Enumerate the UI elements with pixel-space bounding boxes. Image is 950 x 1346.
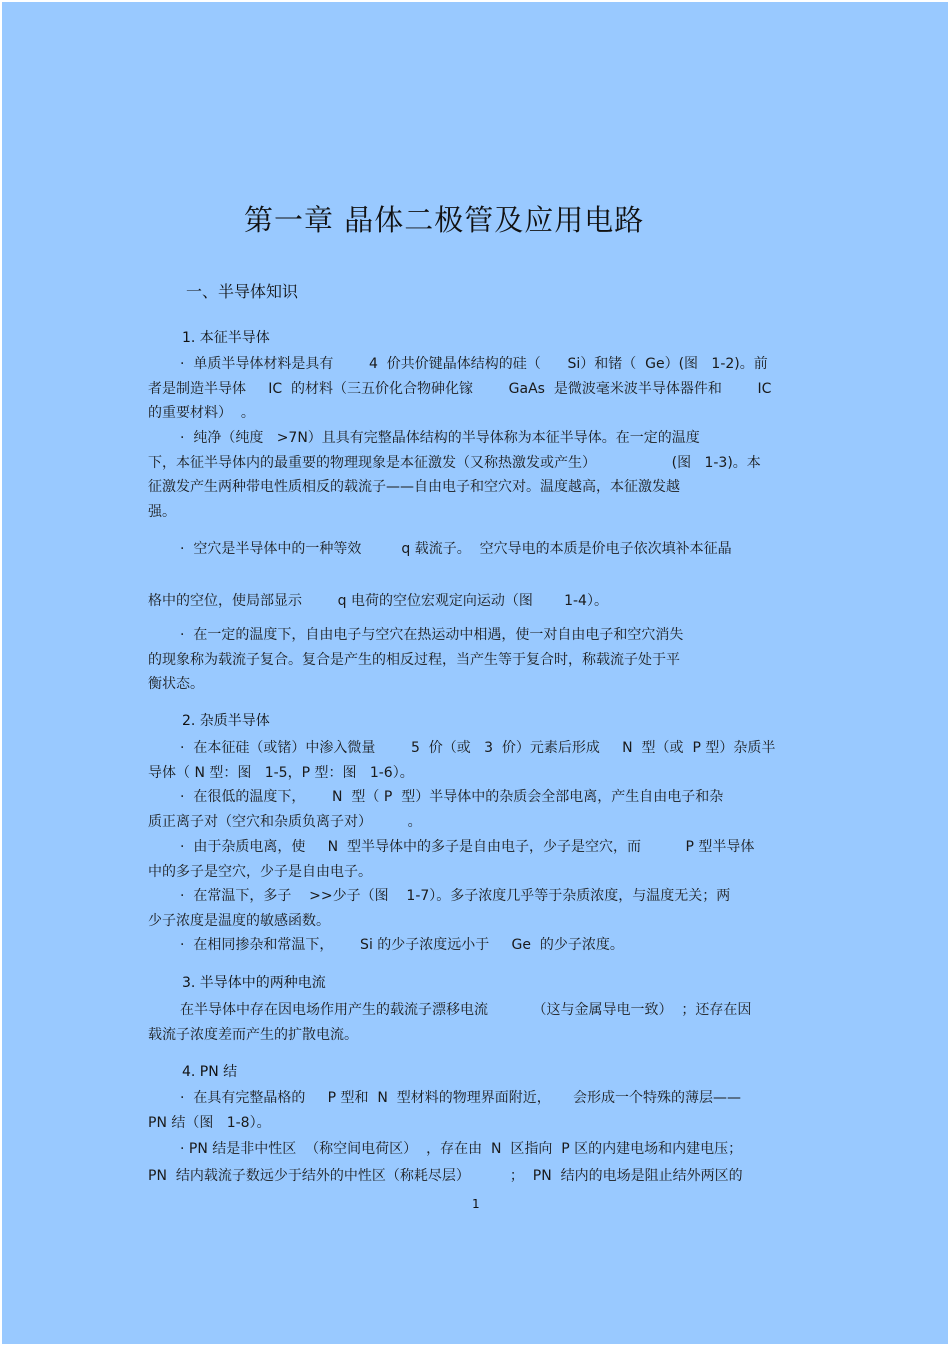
paragraph-line: 的现象称为载流子复合。复合是产生的相反过程，当产生等于复合时，称载流子处于平 (148, 651, 680, 668)
paragraph-line: · 在本征硅（或锗）中渗入微量 5 价（或 3 价）元素后形成 N 型（或 P 型）杂质半 (180, 740, 776, 756)
paragraph-1 (148, 352, 790, 426)
paragraph-9 (148, 933, 790, 958)
paragraph-line: · 在常温下，多子 >>少子（图 1-7）。多子浓度几乎等于杂质浓度，与温度无关；两 (180, 888, 731, 904)
paragraph-line: 者是制造半导体 IC 的材料（三五价化合物砷化镓 GaAs 是微波毫米波半导体器件和 IC (148, 380, 772, 397)
paragraph-line: · PN 结是非中性区 （称空间电荷区） ，存在由 N 区指向 P 区的内建电场和内建电压； (180, 1141, 743, 1157)
paragraph-6 (148, 785, 790, 834)
chapter-title: 第一章 晶体二极管及应用电路 (244, 203, 645, 237)
paragraph-line: 格中的空位，使局部显示 q 电荷的空位宏观定向运动（图 1-4）。 (148, 593, 608, 609)
paragraph-11 (148, 1086, 790, 1135)
paragraph-10 (148, 998, 790, 1047)
paragraph-line: 在半导体中存在因电场作用产生的载流子漂移电流 （这与金属导电一致） ；还存在因 (180, 1002, 752, 1018)
subsection-currents: 3. 半导体中的两种电流 (182, 975, 326, 991)
document-page (2, 2, 948, 1344)
paragraph-line: 征激发产生两种带电性质相反的载流子——自由电子和空穴对。温度越高，本征激发越 (148, 479, 680, 495)
paragraph-12 (148, 1136, 790, 1190)
paragraph-line: · 空穴是半导体中的一种等效 q 载流子。 空穴导电的本质是价电子依次填补本征晶 (180, 541, 732, 557)
paragraph-line: PN 结内载流子数远少于结外的中性区（称耗尽层） ； PN 结内的电场是阻止结外两区的 (148, 1168, 743, 1184)
page-number: 1 (472, 1197, 480, 1211)
paragraph-line: · 在具有完整晶格的 P 型和 N 型材料的物理界面附近， 会形成一个特殊的薄层—— (180, 1090, 742, 1106)
paragraph-line: PN 结（图 1-8）。 (148, 1114, 271, 1131)
paragraph-line: 的重要材料） 。 (148, 405, 255, 421)
paragraph-5 (148, 736, 790, 785)
paragraph-line: 衡状态。 (148, 676, 204, 692)
paragraph-2 (148, 426, 790, 524)
paragraph-line: 中的多子是空穴，少子是自由电子。 (148, 863, 372, 880)
paragraph-line: 载流子浓度差而产生的扩散电流。 (148, 1026, 358, 1043)
paragraph-line: · 在相同掺杂和常温下， Si 的少子浓度远小于 Ge 的少子浓度。 (180, 937, 624, 953)
paragraph-3b (148, 589, 790, 614)
subsection-pn-junction: 4. PN 结 (182, 1064, 238, 1080)
paragraph-line: 少子浓度是温度的敏感函数。 (148, 912, 330, 929)
paragraph-3a (148, 537, 790, 562)
paragraph-line: · 由于杂质电离，使 N 型半导体中的多子是自由电子，少子是空穴，而 P 型半导体 (180, 839, 755, 855)
paragraph-line: 质正离子对（空穴和杂质负离子对） 。 (148, 813, 422, 830)
paragraph-line: · 在一定的温度下，自由电子与空穴在热运动中相遇，使一对自由电子和空穴消失 (180, 627, 684, 643)
paragraph-line: 下，本征半导体内的最重要的物理现象是本征激发（又称热激发或产生） (图 1-3)。本 (148, 454, 761, 471)
paragraph-line: 导体（ N 型：图 1-5，P 型：图 1-6）。 (148, 764, 414, 781)
subsection-extrinsic: 2. 杂质半导体 (182, 713, 270, 729)
paragraph-7 (148, 835, 790, 884)
subsection-intrinsic: 1. 本征半导体 (182, 330, 270, 346)
section-heading-semiconductor: 一、半导体知识 (186, 282, 299, 301)
paragraph-line: · 单质半导体材料是具有 4 价共价键晶体结构的硅（ Si）和锗（ Ge）(图 1-2)。前 (180, 356, 768, 372)
paragraph-line: · 在很低的温度下， N 型（ P 型）半导体中的杂质会全部电离，产生自由电子和杂 (180, 789, 724, 805)
paragraph-line: 强。 (148, 503, 176, 520)
paragraph-8 (148, 884, 790, 933)
paragraph-line: · 纯净（纯度 >7N）且具有完整晶体结构的半导体称为本征半导体。在一定的温度 (180, 430, 700, 446)
paragraph-4 (148, 623, 790, 697)
